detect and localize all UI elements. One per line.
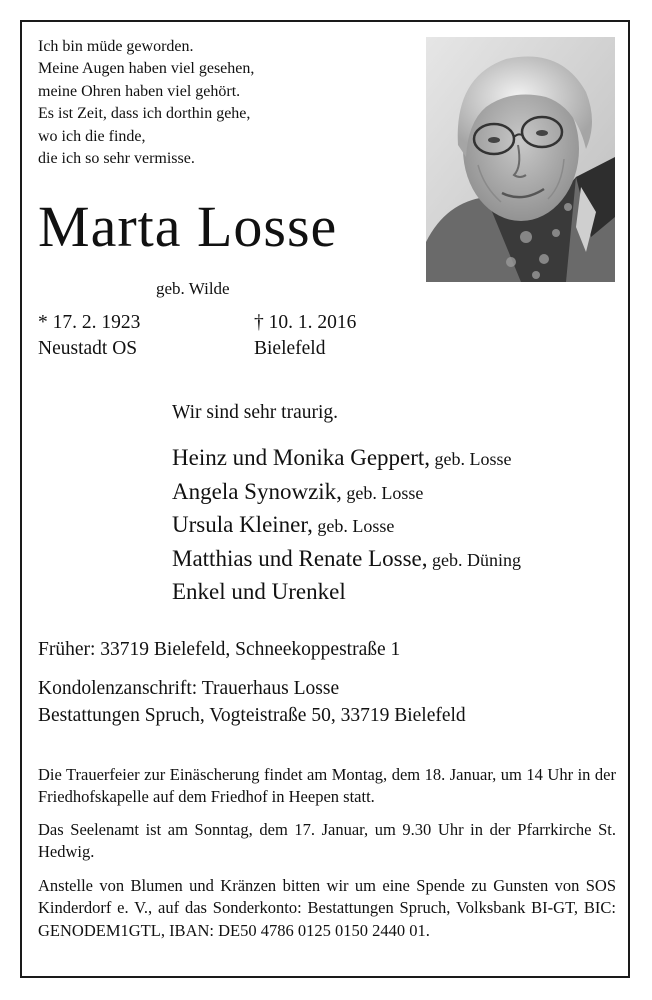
birthplace: Neustadt OS (38, 338, 138, 359)
portrait-photo (426, 37, 615, 282)
mass-info: Das Seelenamt ist am Sonntag, dem 17. Januar, um 9.30 Uhr in der Pfarrkirche St. Hedwig. (38, 820, 616, 862)
funeral-info: Die Trauerfeier zur Einäscherung findet am Montag, dem 18. Januar, um 14 Uhr in der Friedhofskapelle auf dem Friedhof in Heepen statt. (38, 765, 616, 807)
poem (38, 36, 254, 170)
mourner-birth-name: geb. Losse (341, 482, 424, 503)
deathplace: Bielefeld (254, 338, 326, 359)
deceased-name: Marta Losse (38, 194, 338, 259)
mourning-intro: Wir sind sehr traurig. (172, 402, 339, 423)
poem-line: Ich bin müde geworden. (38, 38, 194, 55)
birth-date: * 17. 2. 1923 (38, 312, 141, 333)
mourner-name: Heinz und Monika Geppert, (172, 445, 431, 470)
poem-line: Meine Augen haben viel gesehen, (38, 60, 255, 78)
condolence-line: Kondolenzanschrift: Trauerhaus Losse (38, 678, 340, 699)
death-date: † 10. 1. 2016 (254, 312, 357, 333)
mourner-row (172, 442, 521, 476)
mourner-birth-name: geb. Düning (427, 549, 522, 570)
birth-info (38, 310, 140, 362)
portrait-image (426, 37, 615, 282)
condolence-address (38, 675, 466, 729)
condolence-line: Bestattungen Spruch, Vogteistraße 50, 33719 Bielefeld (38, 705, 466, 726)
poem-line: die ich so sehr vermisse. (38, 150, 195, 168)
former-address: Früher: 33719 Bielefeld, Schneekoppestraße 1 (38, 639, 401, 660)
mourner-birth-name: geb. Losse (430, 449, 512, 469)
mourner-birth-name: geb. Losse (312, 516, 395, 536)
mourner-row (172, 543, 521, 577)
mourners-list (172, 442, 521, 610)
mourner-name: Enkel und Urenkel (172, 579, 346, 604)
mourner-row (172, 576, 521, 610)
mourner-name: Angela Synowzik, (172, 478, 342, 504)
mourner-name: Matthias und Renate Losse, (172, 545, 428, 571)
mourner-row (172, 476, 521, 510)
obituary-notice (20, 20, 630, 978)
mourner-row (172, 509, 521, 543)
donation-info: Anstelle von Blumen und Kränzen bitten wir um eine Spende zu Gunsten von SOS Kinderdorf e. V., auf das Sonderkonto: Bestattungen Spruch, Volksbank BI-GT, BIC: GENODEM1GTL, IBAN: DE50 4786 0125 0150 2440 01. (38, 876, 616, 940)
birth-name: geb. Wilde (156, 279, 230, 298)
death-info (254, 310, 356, 362)
mourner-name: Ursula Kleiner, (172, 512, 313, 537)
poem-line: meine Ohren haben viel gehört. (38, 82, 241, 100)
poem-line: wo ich die finde, (38, 127, 146, 145)
poem-line: Es ist Zeit, dass ich dorthin gehe, (38, 105, 251, 123)
